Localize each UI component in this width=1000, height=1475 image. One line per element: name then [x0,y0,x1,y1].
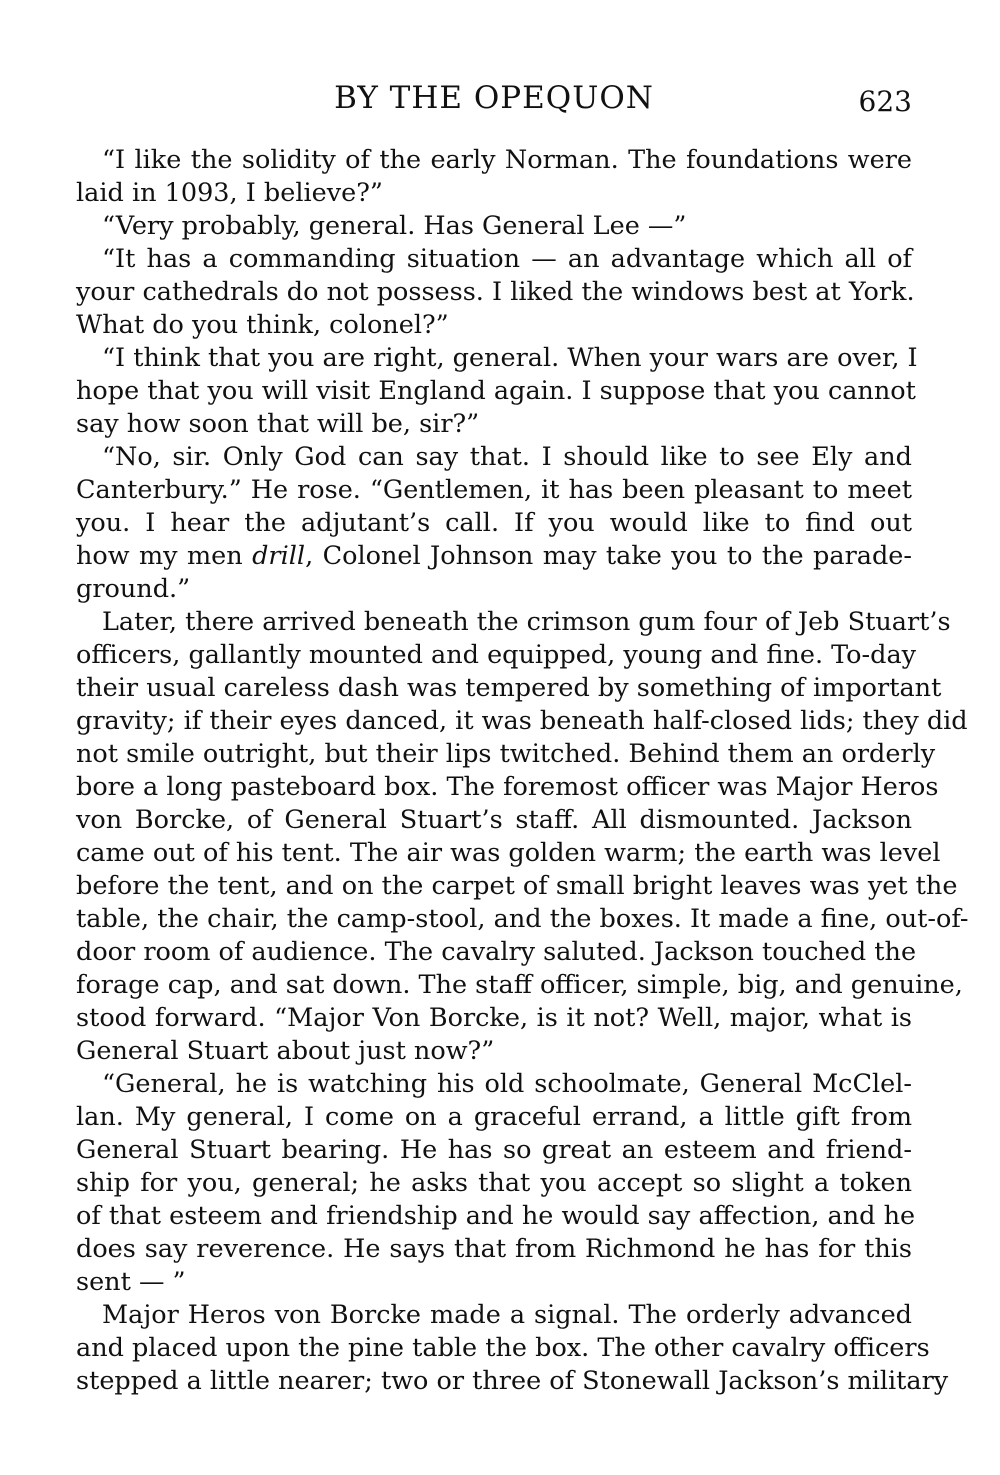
text-line: gravity; if their eyes danced, it was beneath half-closed lids; they did [76,706,968,736]
text-line: von Borcke, of General Stuart’s staff. All dismounted. Jackson [76,805,912,835]
text-line: “It has a commanding situation — an advantage which all of [102,244,912,274]
text-line: their usual careless dash was tempered by something of important [76,673,942,703]
text-line: you. I hear the adjutant’s call. If you would like to find out [76,508,912,538]
text-line: before the tent, and on the carpet of small bright leaves was yet the [76,871,958,901]
running-title: BY THE OPEQUON [334,80,654,116]
body-text [76,144,969,1398]
text-line: of that esteem and friendship and he would say affection, and he [76,1201,916,1231]
text-line: Canterbury.” He rose. “Gentlemen, it has been pleasant to meet [76,475,912,505]
text-line: Major Heros von Borcke made a signal. The orderly advanced [102,1300,912,1330]
text-line: bore a long pasteboard box. The foremost officer was Major Heros [76,772,939,802]
text-line: General Stuart about just now?” [76,1036,495,1066]
text-line: General Stuart bearing. He has so great an esteem and friend- [76,1135,912,1165]
text-line: laid in 1093, I believe?” [76,178,383,208]
text-line: lan. My general, I come on a graceful errand, a little gift from [76,1102,912,1132]
text-line: Later, there arrived beneath the crimson gum four of Jeb Stuart’s [102,607,951,637]
text-line: and placed upon the pine table the box. The other cavalry officers [76,1333,930,1363]
text-line: “I think that you are right, general. When your wars are over, I [102,343,918,373]
text-line: say how soon that will be, sir?” [76,409,480,439]
text-line: “Very probably, general. Has General Lee —” [102,211,687,241]
text-line: came out of his tent. The air was golden warm; the earth was level [76,838,941,868]
text-line: forage cap, and sat down. The staff officer, simple, big, and genuine, [76,970,963,1000]
text-line: ship for you, general; he asks that you accept so slight a token [76,1168,912,1198]
text-line: does say reverence. He says that from Richmond he has for this [76,1234,912,1264]
text-line: sent — ” [76,1267,186,1297]
text-line: officers, gallantly mounted and equipped, young and fine. To-day [76,640,917,670]
page-header [76,74,912,122]
text-line: how my men drill, Colonel Johnson may take you to the parade- [76,541,912,571]
text-line: stood forward. “Major Von Borcke, is it not? Well, major, what is [76,1003,912,1033]
text-line: “No, sir. Only God can say that. I should like to see Ely and [102,442,912,472]
text-line: your cathedrals do not possess. I liked the windows best at York. [76,277,915,307]
text-line: stepped a little nearer; two or three of Stonewall Jackson’s military [76,1366,949,1396]
text-line: ground.” [76,574,191,604]
italic-emphasis: drill [252,541,306,571]
page-number: 623 [858,85,912,118]
text-line: What do you think, colonel?” [76,310,449,340]
text-line: “General, he is watching his old schoolmate, General McClel- [102,1069,912,1099]
text-line: not smile outright, but their lips twitched. Behind them an orderly [76,739,936,769]
text-line: table, the chair, the camp-stool, and the boxes. It made a fine, out-of- [76,904,969,934]
text-line: hope that you will visit England again. I suppose that you cannot [76,376,916,406]
text-line: door room of audience. The cavalry saluted. Jackson touched the [76,937,917,967]
text-line: “I like the solidity of the early Norman. The foundations were [102,145,912,175]
